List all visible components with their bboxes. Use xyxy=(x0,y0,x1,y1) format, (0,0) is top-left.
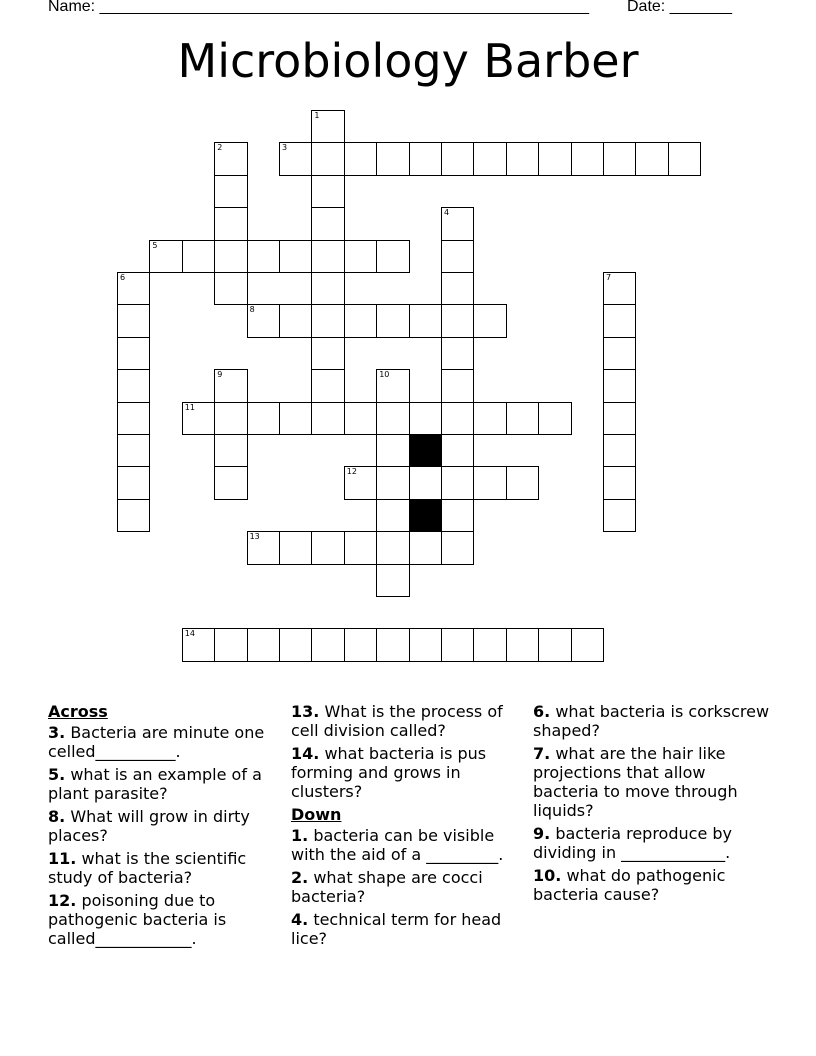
clue-number: 10 xyxy=(379,370,390,380)
grid-cell[interactable] xyxy=(344,531,377,564)
black-cell xyxy=(409,499,442,532)
clue-number: 6 xyxy=(120,273,126,282)
clue-down-10: 10. what do pathogenic bacteria cause? xyxy=(533,866,726,904)
grid-cell[interactable] xyxy=(344,466,377,499)
grid-cell[interactable] xyxy=(603,466,636,499)
grid-cell[interactable] xyxy=(117,304,150,337)
grid-cell[interactable] xyxy=(311,369,344,402)
grid-cell[interactable] xyxy=(506,402,539,435)
clue-down-2: 2. what shape are cocci bacteria? xyxy=(291,868,483,906)
grid-cell[interactable] xyxy=(279,240,312,273)
grid-cell[interactable] xyxy=(117,499,150,532)
grid-cell[interactable] xyxy=(603,434,636,467)
grid-cell[interactable] xyxy=(117,337,150,370)
grid-cell[interactable] xyxy=(441,499,474,532)
clue-across-13: 13. What is the process of cell division called? xyxy=(291,702,503,740)
grid-cell[interactable] xyxy=(603,369,636,402)
grid-cell[interactable] xyxy=(668,142,701,175)
grid-cell[interactable] xyxy=(409,531,442,564)
grid-cell[interactable] xyxy=(473,402,506,435)
grid-cell[interactable] xyxy=(311,142,344,175)
grid-cell[interactable] xyxy=(344,402,377,435)
page-title: Microbiology Barber xyxy=(177,34,639,88)
grid-cell[interactable] xyxy=(441,466,474,499)
grid-cell[interactable] xyxy=(506,142,539,175)
grid-cell[interactable] xyxy=(117,369,150,402)
grid-cell[interactable] xyxy=(441,369,474,402)
grid-cell[interactable] xyxy=(506,466,539,499)
grid-cell[interactable] xyxy=(473,304,506,337)
grid-cell[interactable] xyxy=(441,142,474,175)
grid-cell[interactable] xyxy=(214,272,247,305)
grid-cell[interactable] xyxy=(344,304,377,337)
clues-column-3 xyxy=(533,702,773,908)
clue-across-3: 3. Bacteria are minute one celled__________. xyxy=(48,723,265,761)
grid-cell[interactable] xyxy=(214,434,247,467)
grid-cell[interactable] xyxy=(506,628,539,661)
grid-cell[interactable] xyxy=(214,142,247,175)
grid-cell[interactable] xyxy=(344,240,377,273)
grid-cell[interactable] xyxy=(311,175,344,208)
grid-cell[interactable] xyxy=(635,142,668,175)
grid-cell[interactable] xyxy=(473,142,506,175)
grid-cell[interactable] xyxy=(311,531,344,564)
clue-number: 9 xyxy=(217,370,223,380)
grid-cell[interactable] xyxy=(182,628,215,661)
grid-cell[interactable] xyxy=(376,499,409,532)
grid-cell[interactable] xyxy=(441,240,474,273)
grid-cell[interactable] xyxy=(344,142,377,175)
grid-cell[interactable] xyxy=(214,466,247,499)
grid-cell[interactable] xyxy=(247,240,280,273)
grid-cell[interactable] xyxy=(473,466,506,499)
grid-cell[interactable] xyxy=(376,564,409,597)
grid-cell[interactable] xyxy=(441,207,474,240)
clue-number: 3 xyxy=(282,143,288,153)
grid-cell[interactable] xyxy=(441,304,474,337)
grid-cell[interactable] xyxy=(376,531,409,564)
name-field: Name: _______________________________________________________ xyxy=(48,0,589,15)
clue-number: 1 xyxy=(314,111,320,120)
grid-cell[interactable] xyxy=(247,304,280,337)
grid-cell[interactable] xyxy=(376,369,409,402)
grid-cell[interactable] xyxy=(441,272,474,305)
grid-cell[interactable] xyxy=(409,304,442,337)
grid-cell[interactable] xyxy=(603,402,636,435)
grid-cell[interactable] xyxy=(376,466,409,499)
grid-cell[interactable] xyxy=(279,142,312,175)
down-heading: Down xyxy=(291,805,342,824)
grid-cell[interactable] xyxy=(603,499,636,532)
grid-cell[interactable] xyxy=(376,434,409,467)
clue-across-14: 14. what bacteria is pus forming and grows in clusters? xyxy=(291,744,487,801)
grid-cell[interactable] xyxy=(214,240,247,273)
clue-across-11: 11. what is the scientific study of bacteria? xyxy=(48,849,247,887)
grid-cell[interactable] xyxy=(409,402,442,435)
grid-cell[interactable] xyxy=(441,531,474,564)
grid-cell[interactable] xyxy=(117,402,150,435)
grid-cell[interactable] xyxy=(538,628,571,661)
grid-cell[interactable] xyxy=(311,272,344,305)
grid-cell[interactable] xyxy=(603,337,636,370)
grid-cell[interactable] xyxy=(311,628,344,661)
grid-cell[interactable] xyxy=(409,466,442,499)
grid-cell[interactable] xyxy=(117,434,150,467)
grid-cell[interactable] xyxy=(409,142,442,175)
grid-cell[interactable] xyxy=(441,434,474,467)
grid-cell[interactable] xyxy=(473,628,506,661)
grid-cell[interactable] xyxy=(538,402,571,435)
grid-cell[interactable] xyxy=(376,628,409,661)
across-heading: Across xyxy=(48,702,108,721)
grid-cell[interactable] xyxy=(571,142,604,175)
grid-cell[interactable] xyxy=(279,628,312,661)
grid-cell[interactable] xyxy=(441,628,474,661)
grid-cell[interactable] xyxy=(311,207,344,240)
clue-down-9: 9. bacteria reproduce by dividing in _____________. xyxy=(533,824,732,862)
grid-cell[interactable] xyxy=(538,142,571,175)
grid-cell[interactable] xyxy=(117,272,150,305)
clue-number: 11 xyxy=(184,402,195,412)
grid-cell[interactable] xyxy=(441,402,474,435)
grid-cell[interactable] xyxy=(247,628,280,661)
grid-cell[interactable] xyxy=(571,628,604,661)
grid-cell[interactable] xyxy=(376,402,409,435)
grid-cell[interactable] xyxy=(214,207,247,240)
clue-across-5: 5. what is an example of a plant parasite? xyxy=(48,765,262,803)
clue-across-8: 8. What will grow in dirty places? xyxy=(48,807,250,845)
grid-cell[interactable] xyxy=(311,337,344,370)
grid-cell[interactable] xyxy=(279,304,312,337)
grid-cell[interactable] xyxy=(376,142,409,175)
clue-number: 4 xyxy=(444,208,450,218)
grid-cell[interactable] xyxy=(247,531,280,564)
clue-number: 7 xyxy=(606,273,612,282)
clue-number: 5 xyxy=(152,240,158,250)
grid-cell[interactable] xyxy=(376,240,409,273)
grid-cell[interactable] xyxy=(279,531,312,564)
grid-cell[interactable] xyxy=(311,402,344,435)
grid-cell[interactable] xyxy=(603,304,636,337)
grid-cell[interactable] xyxy=(279,402,312,435)
grid-cell[interactable] xyxy=(311,240,344,273)
grid-cell[interactable] xyxy=(214,402,247,435)
grid-cell[interactable] xyxy=(149,240,182,273)
grid-cell[interactable] xyxy=(247,402,280,435)
grid-cell[interactable] xyxy=(409,628,442,661)
grid-cell[interactable] xyxy=(603,272,636,305)
grid-cell[interactable] xyxy=(311,304,344,337)
clue-down-1: 1. bacteria can be visible with the aid of a _________. xyxy=(291,826,504,864)
grid-cell[interactable] xyxy=(603,142,636,175)
grid-cell[interactable] xyxy=(214,175,247,208)
clue-number: 14 xyxy=(184,629,195,639)
grid-cell[interactable] xyxy=(441,337,474,370)
clue-number: 8 xyxy=(249,305,255,315)
grid-cell[interactable] xyxy=(376,304,409,337)
clue-down-7: 7. what are the hair like projections that allow bacteria to move through liquids? xyxy=(533,744,738,820)
grid-cell[interactable] xyxy=(182,402,215,435)
grid-cell[interactable] xyxy=(117,466,150,499)
clue-down-4: 4. technical term for head lice? xyxy=(291,910,502,948)
clue-across-12: 12. poisoning due to pathogenic bacteria is called____________. xyxy=(48,891,227,948)
grid-cell[interactable] xyxy=(344,628,377,661)
date-field: Date: _______ xyxy=(627,0,732,15)
clue-number: 12 xyxy=(346,467,357,477)
grid-cell[interactable] xyxy=(311,110,344,143)
clue-number: 2 xyxy=(217,143,223,153)
clues-column-2 xyxy=(291,702,521,952)
clues-column-1 xyxy=(48,702,278,952)
clue-number: 13 xyxy=(249,532,260,542)
grid-cell[interactable] xyxy=(214,628,247,661)
clue-down-6: 6. what bacteria is corkscrew shaped? xyxy=(533,702,770,740)
grid-cell[interactable] xyxy=(214,369,247,402)
black-cell xyxy=(409,434,442,467)
grid-cell[interactable] xyxy=(182,240,215,273)
